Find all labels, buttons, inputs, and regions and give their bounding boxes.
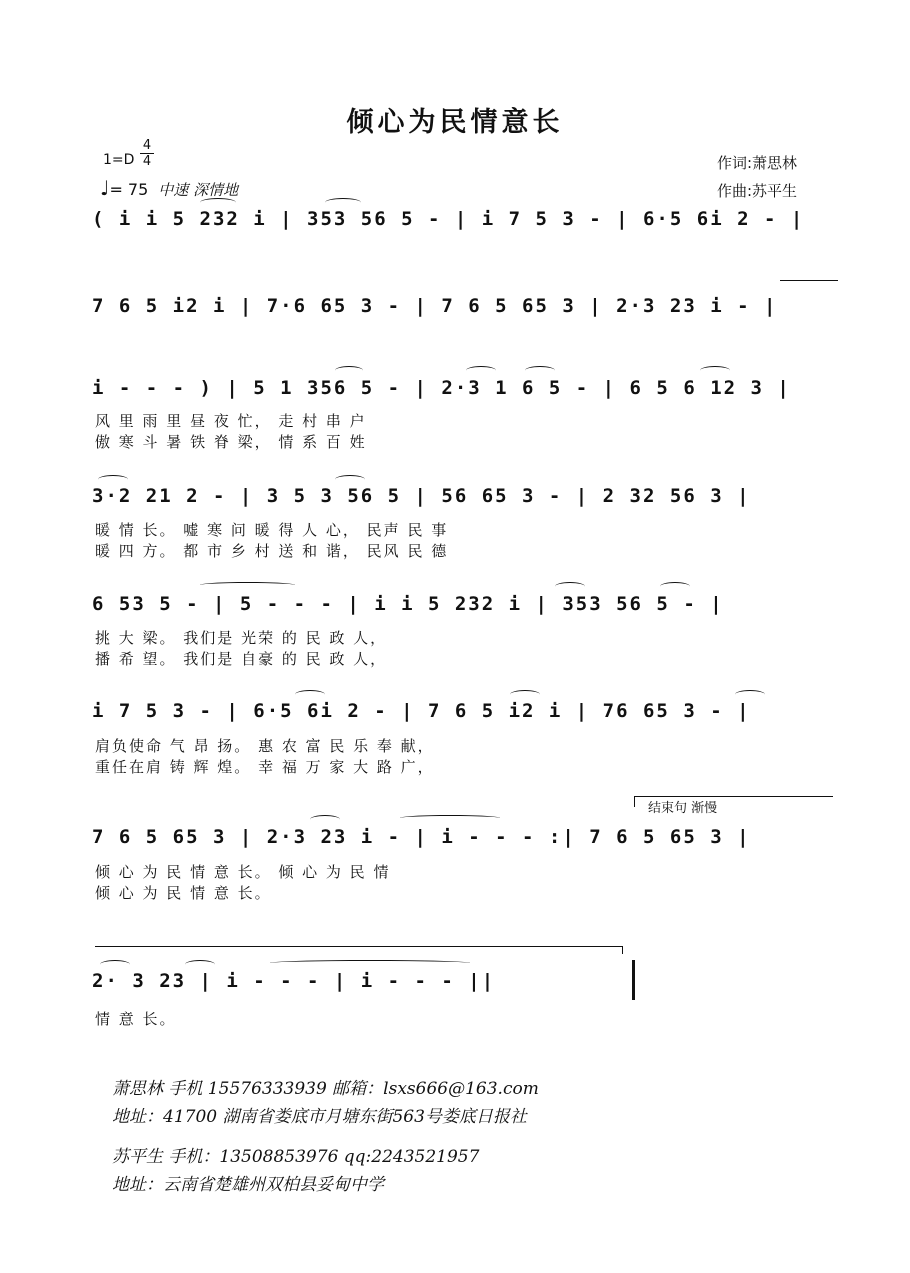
- footer-line: 地址：云南省楚雄州双柏县妥甸中学: [112, 1175, 384, 1195]
- lyric-line: 暖 情 长。 嘘 寒 问 暖 得 人 心， 民声 民 事: [95, 521, 449, 539]
- tempo-description: 中速 深情地: [158, 181, 239, 199]
- song-title: 倾心为民情意长: [346, 107, 564, 138]
- time-signature-bottom: 4: [142, 154, 152, 169]
- lyric-line: 重任在肩 铸 辉 煌。 幸 福 万 家 大 路 广，: [95, 758, 435, 776]
- score-row-2: 7 6 5 i2 i | 7·6 65 3 - | 7 6 5 65 3 | 2·3 23 i - |: [92, 295, 778, 317]
- slur: [295, 690, 325, 699]
- time-signature: [140, 138, 154, 169]
- composer-credit: 作曲:苏平生: [717, 182, 798, 200]
- slur: [510, 690, 540, 699]
- score-row-8: 2· 3 23 | i - - - | i - - - ||: [92, 970, 496, 992]
- ending-line: [95, 946, 623, 947]
- tie: [780, 280, 838, 285]
- lyric-line: 挑 大 梁。 我们是 光荣 的 民 政 人，: [95, 629, 388, 647]
- slur: [660, 582, 690, 591]
- ending-line-end: [622, 946, 623, 954]
- lyric-line: 暖 四 方。 都 市 乡 村 送 和 谐， 民风 民 德: [95, 542, 449, 560]
- slur: [335, 366, 363, 375]
- lyric-line: 播 希 望。 我们是 自豪 的 民 政 人，: [95, 650, 388, 668]
- tempo-marking: [100, 176, 238, 200]
- slur: [98, 475, 128, 484]
- final-barline: [632, 960, 635, 1000]
- lyric-line: 风 里 雨 里 昼 夜 忙， 走 村 串 户: [95, 412, 367, 430]
- score-row-3: i - - - ) | 5 1 356 5 - | 2·3 1 6 5 - | 6 5 6 12 3 |: [92, 377, 791, 399]
- quarter-note-icon: ♩: [100, 176, 110, 200]
- lyric-line: 傲 寒 斗 暑 铁 脊 梁， 情 系 百 姓: [95, 433, 367, 451]
- lyric-line: 情 意 长。: [95, 1010, 177, 1028]
- score-row-6: i 7 5 3 - | 6·5 6i 2 - | 7 6 5 i2 i | 76 65 3 - |: [92, 700, 751, 722]
- tie: [270, 960, 470, 966]
- score-row-5: 6 53 5 - | 5 - - - | i i 5 232 i | 353 56 5 - |: [92, 593, 724, 615]
- slur: [310, 815, 340, 824]
- slur: [466, 366, 496, 375]
- lyric-line: 肩负使命 气 昂 扬。 惠 农 富 民 乐 奉 献，: [95, 737, 435, 755]
- footer-line: 地址：41700 湖南省娄底市月塘东街563号娄底日报社: [112, 1107, 527, 1127]
- slur: [335, 475, 365, 484]
- slur: [555, 582, 585, 591]
- slur: [700, 366, 730, 375]
- lyric-line: 倾 心 为 民 情 意 长。 倾 心 为 民 情: [95, 863, 391, 881]
- slur: [185, 960, 215, 969]
- slur: [525, 366, 555, 375]
- score-row-4: 3·2 21 2 - | 3 5 3 56 5 | 56 65 3 - | 2 32 56 3 |: [92, 485, 751, 507]
- slur: [200, 198, 236, 207]
- tie: [400, 815, 500, 821]
- footer-line: 苏平生 手机：13508853976 qq:2243521957: [112, 1147, 480, 1167]
- slur: [100, 960, 130, 969]
- score-row-1: ( i i 5 232 i | 353 56 5 - | i 7 5 3 - | 6·5 6i 2 - |: [92, 208, 805, 230]
- slur: [325, 198, 361, 207]
- lyric-line: 倾 心 为 民 情 意 长。: [95, 884, 272, 902]
- key-signature: 1=D: [103, 152, 135, 168]
- score-row-7: 7 6 5 65 3 | 2·3 23 i - | i - - - :| 7 6 5 65 3 |: [92, 826, 751, 848]
- time-signature-top: 4: [142, 138, 152, 153]
- slur: [735, 690, 765, 699]
- lyricist-credit: 作词:萧思林: [717, 154, 798, 172]
- tempo-bpm: = 75: [109, 180, 149, 199]
- ending-label: 结束句 渐慢: [648, 801, 718, 816]
- footer-line: 萧思林 手机 15576333939 邮箱：lsxs666@163.com: [112, 1079, 539, 1099]
- tie: [200, 582, 295, 588]
